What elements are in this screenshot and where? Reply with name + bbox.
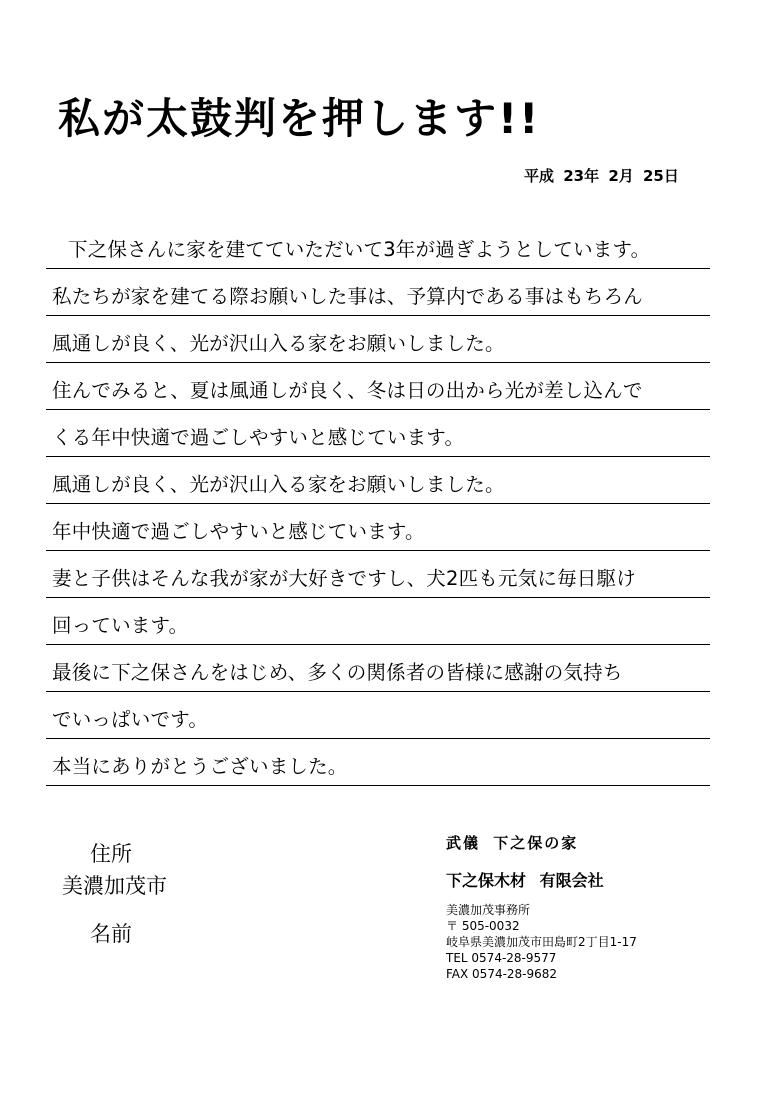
company-tagline: 武儀 下之保の家	[446, 834, 579, 852]
office-name: 美濃加茂事務所	[446, 903, 531, 917]
letter-date: 平成 23年 2月 25日	[524, 167, 679, 185]
address-value: 美濃加茂市	[62, 874, 167, 898]
address-label: 住所	[90, 842, 132, 866]
fax-number: FAX 0574-28-9682	[446, 967, 558, 981]
body-line	[46, 504, 710, 551]
body-line-text: 風通しが良く、光が沢山入る家をお願いしました。	[52, 332, 505, 355]
body-line-text: 私たちが家を建てる際お願いした事は、予算内である事はもちろん	[52, 285, 644, 308]
body-line-text: くる年中快適で過ごしやすいと感じています。	[52, 426, 465, 449]
body-line-text: 年中快適で過ごしやすいと感じています。	[52, 520, 425, 543]
body-line	[46, 551, 710, 598]
body-line-text: 最後に下之保さんをはじめ、多くの関係者の皆様に感謝の気持ち	[52, 661, 623, 684]
body-line-text: 妻と子供はそんな我が家が大好きですし、犬2匹も元気に毎日駆け	[52, 567, 636, 590]
body-line	[46, 457, 710, 504]
body-line	[46, 739, 710, 786]
letter-body	[46, 222, 710, 786]
body-line	[46, 222, 710, 269]
body-line-text: 回っています。	[52, 614, 189, 637]
name-label: 名前	[90, 922, 132, 946]
body-line-text: 本当にありがとうございました。	[52, 755, 348, 778]
postal-code: 〒 505-0032	[446, 919, 520, 933]
body-line	[46, 363, 710, 410]
company-name: 下之保木材 有限会社	[446, 871, 604, 890]
body-line-text: 住んでみると、夏は風通しが良く、冬は日の出から光が差し込んで	[52, 379, 643, 402]
body-line	[46, 316, 710, 363]
street-address: 岐阜県美濃加茂市田島町2丁目1-17	[446, 935, 637, 949]
company-address-block	[446, 902, 637, 982]
body-line	[46, 410, 710, 457]
body-line	[46, 645, 710, 692]
body-line	[46, 598, 710, 645]
page-title: 私が太鼓判を押します!!	[58, 94, 541, 143]
body-line	[46, 692, 710, 739]
body-line-text: 風通しが良く、光が沢山入る家をお願いしました。	[52, 473, 505, 496]
body-line-text: でいっぱいです。	[52, 708, 209, 731]
tel-number: TEL 0574-28-9577	[446, 951, 557, 965]
body-line	[46, 269, 710, 316]
body-line-text: 下之保さんに家を建てていただいて3年が過ぎようとしています。	[68, 238, 651, 261]
